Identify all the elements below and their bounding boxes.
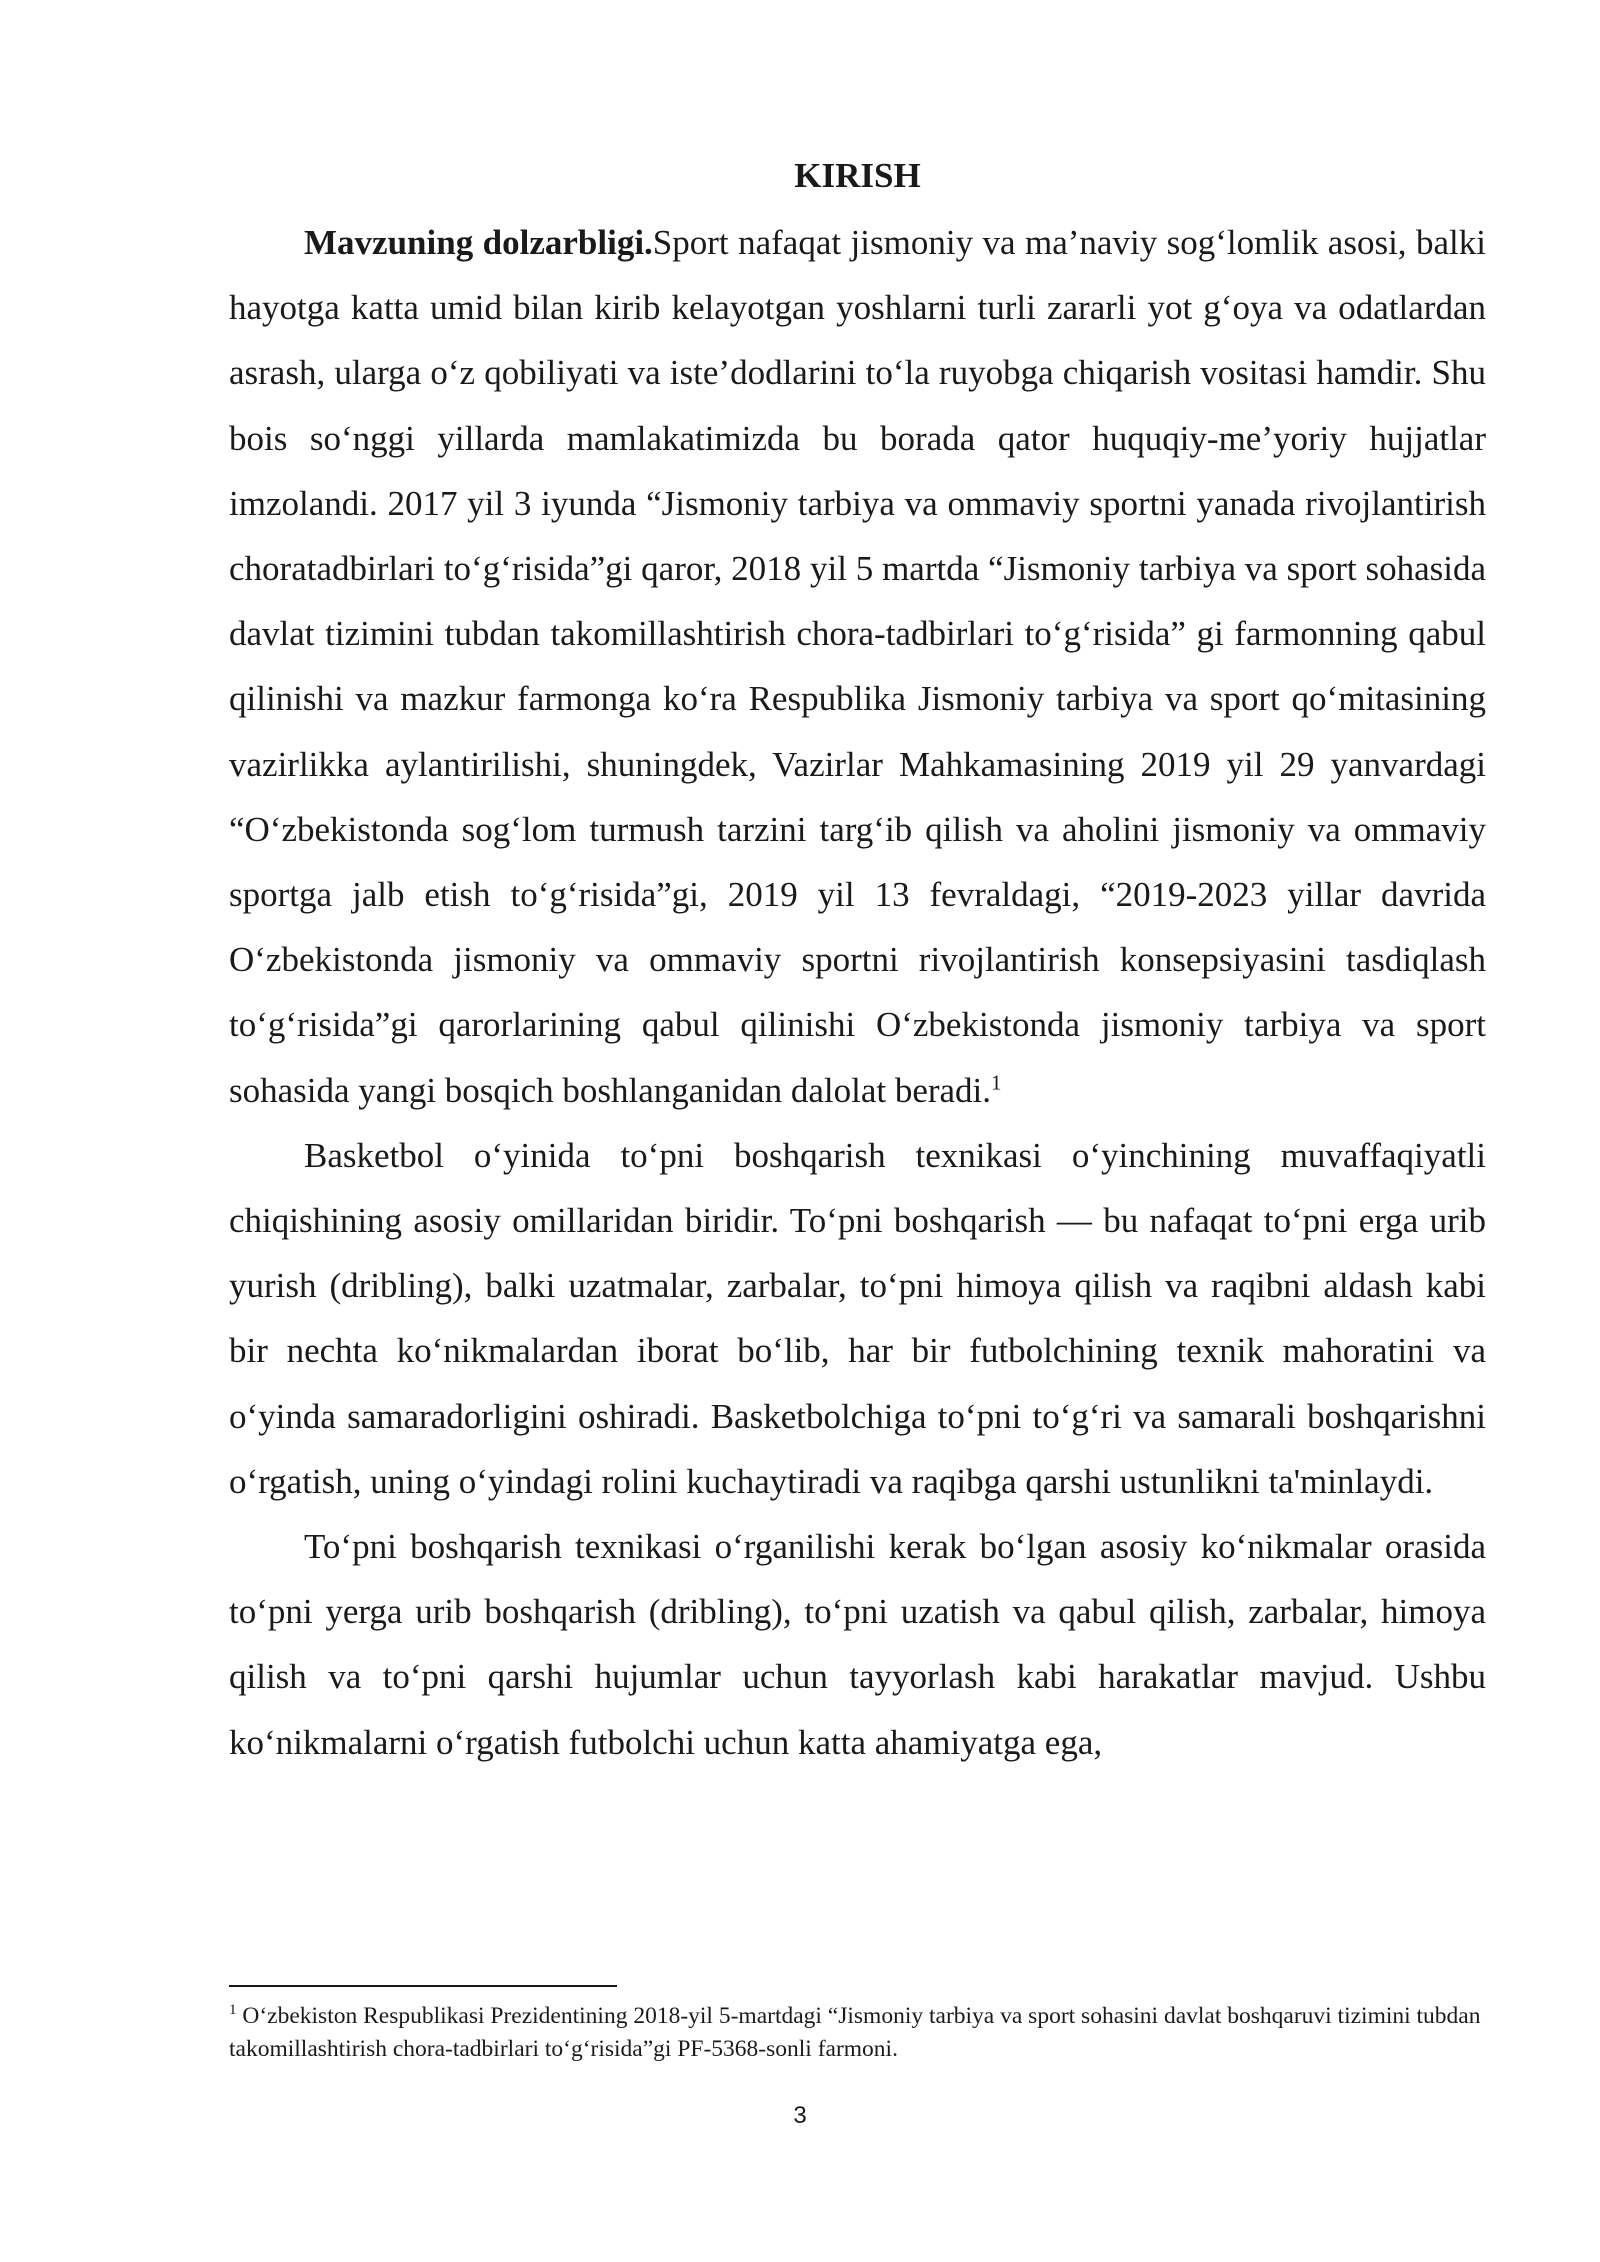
footnote-text: O‘zbekiston Respublikasi Prezidentining 2018-yil 5-martdagi “Jismoniy tarbiya va sport sohasini davlat boshqaruvi tizimini tubdan takomillashtirish chora-tadbirlari to‘g‘risida”gi PF-5368-sonli farmoni. [229,2003,1481,2062]
paragraph-text: Sport nafaqat jismoniy va ma’naviy sog‘lomlik asosi, balki hayotga katta umid bilan kirib kelayotgan yoshlarni turli zararli yot g‘oya va odatlardan asrash, ularga o‘z qobiliyati va iste’dodlarini to‘la ruyobga chiqarish vositasi hamdir. Shu bois so‘nggi yillarda mamlakatimizda bu borada qator huquqiy-me’yoriy hujjatlar imzolandi. 2017 yil 3 iyunda “Jismoniy tarbiya va ommaviy sportni yanada rivojlantirish choratadbirlari to‘g‘risida”gi qaror, 2018 yil 5 martda “Jismoniy tarbiya va sport sohasida davlat tizimini tubdan takomillashtirish chora-tadbirlari to‘g‘risida” gi farmonning qabul qilinishi va mazkur farmonga ko‘ra Respublika Jismoniy tarbiya va sport qo‘mitasining vazirlikka aylantirilishi, shuningdek, Vazirlar Mahkamasining 2019 yil 29 yanvardagi “O‘zbekistonda sog‘lom turmush tarzini targ‘ib qilish va aholini jismoniy va ommaviy sportga jalb etish to‘g‘risida”gi, 2019 yil 13 fevraldagi, “2019-2023 yillar davrida O‘zbekistonda jismoniy va ommaviy sportni rivojlantirish konsepsiyasini tasdiqlash to‘g‘risida”gi qarorlarining qabul qilinishi O‘zbekistonda jismoniy tarbiya va sport sohasida yangi bosqich boshlanganidan dalolat beradi. [229,223,1486,1110]
section-heading: KIRISH [794,156,921,195]
footnote-marker: 1 [229,2002,237,2019]
paragraph-relevance [229,210,1486,1123]
footnote-separator [229,1985,617,1987]
page-number: 3 [793,2102,807,2129]
footnote [229,2000,1486,2066]
body-text [229,210,1486,1775]
paragraph-basketball: Basketbol o‘yinida to‘pni boshqarish texnikasi o‘yinchining muvaffaqiyatli chiqishining asosiy omillaridan biridir. To‘pni boshqarish — bu nafaqat to‘pni erga urib yurish (dribling), balki uzatmalar, zarbalar, to‘pni himoya qilish va raqibni aldash kabi bir nechta ko‘nikmalardan iborat bo‘lib, har bir futbolchining texnik mahoratini va o‘yinda samaradorligini oshiradi. Basketbolchiga to‘pni to‘g‘ri va samarali boshqarishni o‘rgatish, uning o‘yindagi rolini kuchaytiradi va raqibga qarshi ustunlikni ta'minlaydi. [229,1135,1486,1501]
paragraph-lead: Mavzuning dolzarbligi. [304,223,653,262]
paragraph-skills: To‘pni boshqarish texnikasi o‘rganilishi kerak bo‘lgan asosiy ko‘nikmalar orasida to‘pni yerga urib boshqarish (dribling), to‘pni uzatish va qabul qilish, zarbalar, himoya qilish va to‘pni qarshi hujumlar uchun tayyorlash kabi harakatlar mavjud. Ushbu ko‘nikmalarni o‘rgatish futbolchi uchun katta ahamiyatga ega, [229,1527,1486,1762]
footnote-reference[interactable]: 1 [991,1069,1002,1094]
